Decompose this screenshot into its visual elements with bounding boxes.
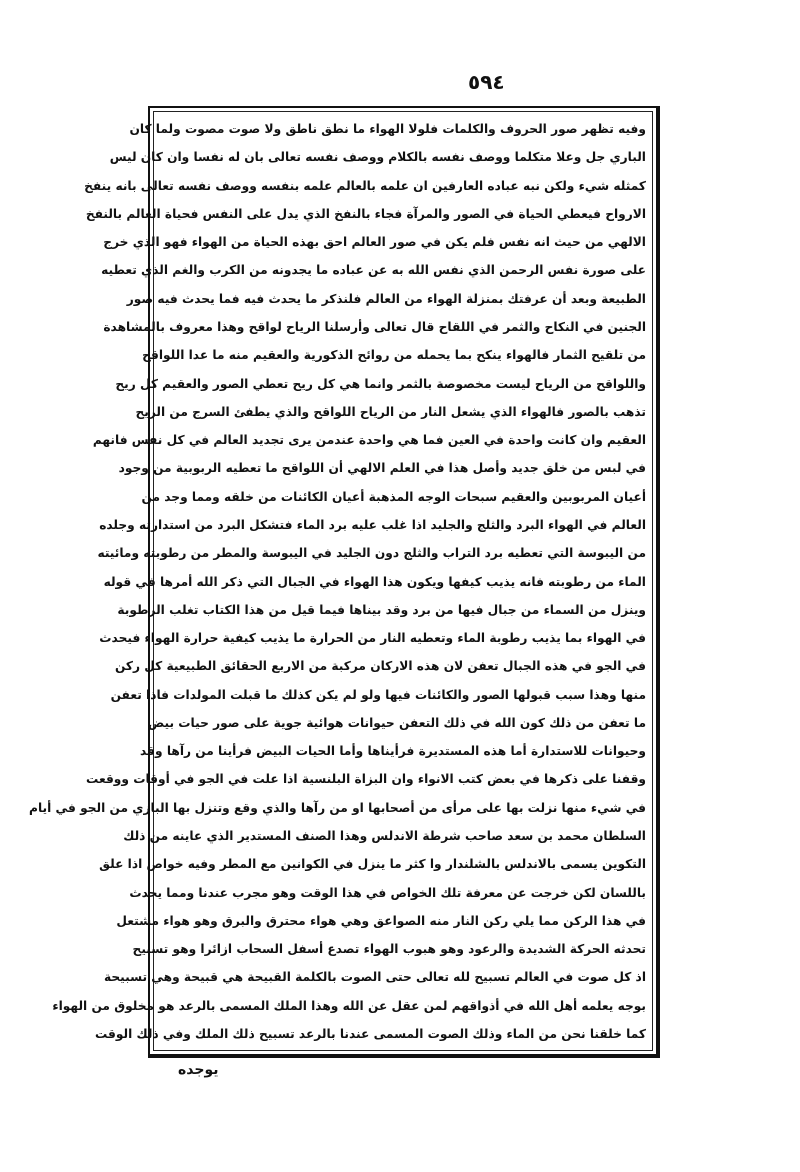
text-line: واللواقح من الرياح ليست مخصوصة بالثمر وانما هي كل ريح تعطي الصور والعقيم كل ريح [115,376,646,391]
page-number: ٥٩٤ [468,70,505,94]
text-line: على صورة نفس الرحمن الذي نفس الله به عن عباده ما يجدونه من الكرب والغم الذي تعطيه [101,263,646,278]
text-line: في شيء منها نزلت بها على مرأى من أصحابها او من رآها والذي وقع وتنزل بها البازي من الجو في أيام [29,800,646,815]
text-line: السلطان محمد بن سعد صاحب شرطة الاندلس وهذا الصنف المستدير الذي عاينه من ذلك [123,829,646,844]
text-line: الجنين في النكاح والثمر في اللقاح قال تعالى وأرسلنا الرياح لواقح وهذا معروف بالمشاهدة [103,319,646,334]
text-line: وحيوانات للاستدارة أما هذه المستديرة فرأيناها وأما الحيات البيض فرأينا من رآها وقد [140,744,646,759]
text-line: اذ كل صوت في العالم تسبيح لله تعالى حتى الصوت بالكلمة القبيحة هي قبيحة وهي تسبيحة [103,970,646,985]
text-line: من اليبوسة التي تعطيه برد التراب والثلج دون الجليد في اليبوسة والمطر من رطوبته ومائيته [97,546,646,561]
text-line: الماء من رطوبته فانه يذيب كيفها ويكون هذا الهواء في الجبال التي ذكر الله أمرها في قوله [103,574,646,589]
text-line: منها وهذا سبب قبولها الصور والكائنات فيها ولو لم يكن كذلك ما قبلت المولدات فاذا تعفن [110,687,646,702]
text-line: في هذا الركن مما يلي ركن النار منه الصواعق وهي هواء محترق والبرق وهو هواء مشتعل [116,913,646,928]
catchword: يوجده [178,1062,219,1078]
text-line: من تلقيح الثمار فالهواء ينكح بما يحمله من روائح الذكورية والعقيم منه ما عدا اللواقح [142,348,646,363]
text-line: في لبس من خلق جديد وأصل هذا في العلم الالهي أن اللواقح ما تعطيه الربوبية من وجود [118,461,646,476]
text-line: العالم في الهواء البرد والثلج والجليد اذا غلب عليه برد الماء فتشكل البرد من استدارته وجلده [99,517,646,532]
text-line: في الهواء بما يذيب رطوبة الماء وتعطيه النار من الحرارة ما يذيب كيفية حرارة الهواء فيحدث [99,631,646,646]
text-line: الطبيعة وبعد أن عرفتك بمنزلة الهواء من العالم فلنذكر ما يحدث فيه فما يحدث فيه صور [126,291,646,306]
text-line: وينزل من السماء من جبال فيها من برد وقد بيناها فيما قيل من هذا الكتاب تغلب الرطوبة [117,602,646,617]
text-line: الارواح فيعطي الحياة في الصور والمرآة فجاء بالنفخ الذي يدل على النفس فحياة العالم بالنفخ [85,206,646,221]
text-line: الالهي من حيث انه نفس فلم يكن في صور العالم احق بهذه الحياة من الهواء فهو الذي خرج [103,235,646,250]
text-line: وقفنا على ذكرها في بعض كتب الانواء وان البزاة البلنسية اذا علت في الجو في أوقات ووقعت [86,772,646,787]
text-line: وفيه تظهر صور الحروف والكلمات فلولا الهواء ما نطق ناطق ولا صوت مصوت ولما كان [129,122,646,136]
text-line: الباري جل وعلا متكلما ووصف نفسه بالكلام ووصف نفسه تعالى بان له نفسا وان كان ليس [109,150,646,165]
text-line: أعيان المربوبين والعقيم سبحات الوجه المذهبة أعيان الكائنات من خلقه ومما وجد من [141,489,646,504]
text-body [29,116,646,1048]
text-line: التكوين يسمى بالاندلس بالشلندار وا كثر ما ينزل في الكوانين مع المطر وفيه خواص اذا علق [99,857,646,872]
text-line: تحدثه الحركة الشديدة والرعود وهو هبوب الهواء تصدع أسفل السحاب ازائرا وهو تسبيح [132,942,646,957]
text-line: في الجو في هذه الجبال تعفن لان هذه الاركان مركبة من الاربع الحقائق الطبيعية كل ركن [114,659,646,674]
text-line: كمثله شيء ولكن نبه عباده العارفين ان علمه بالعالم علمه بنفسه ووصف نفسه تعالى بانه ينفخ [84,178,646,193]
text-line: تذهب بالصور فالهواء الذي يشعل النار من الرياح اللواقح والذي يطفئ السرج من الريح [135,404,646,419]
text-frame [29,106,660,1058]
text-line: العقيم وان كانت واحدة في العين فما هي واحدة عندمن يرى تجديد العالم في كل نفس فانهم [92,433,646,448]
text-line: بوجه يعلمه أهل الله في أذواقهم لمن عقل عن الله وهذا الملك المسمى بالرعد هو مخلوق من الهواء [52,998,646,1013]
text-line: كما خلقنا نحن من الماء وذلك الصوت المسمى عندنا بالرعد تسبيح ذلك الملك وفي ذلك الوقت [94,1027,646,1041]
text-line: باللسان لكن خرجت عن معرفة تلك الخواص في هذا الوقت وهو مجرب عندنا ومما يحدث [129,885,646,900]
text-line: ما تعفن من ذلك كون الله في ذلك التعفن حيوانات هوائية جوية على صور حيات بيض [147,715,646,730]
